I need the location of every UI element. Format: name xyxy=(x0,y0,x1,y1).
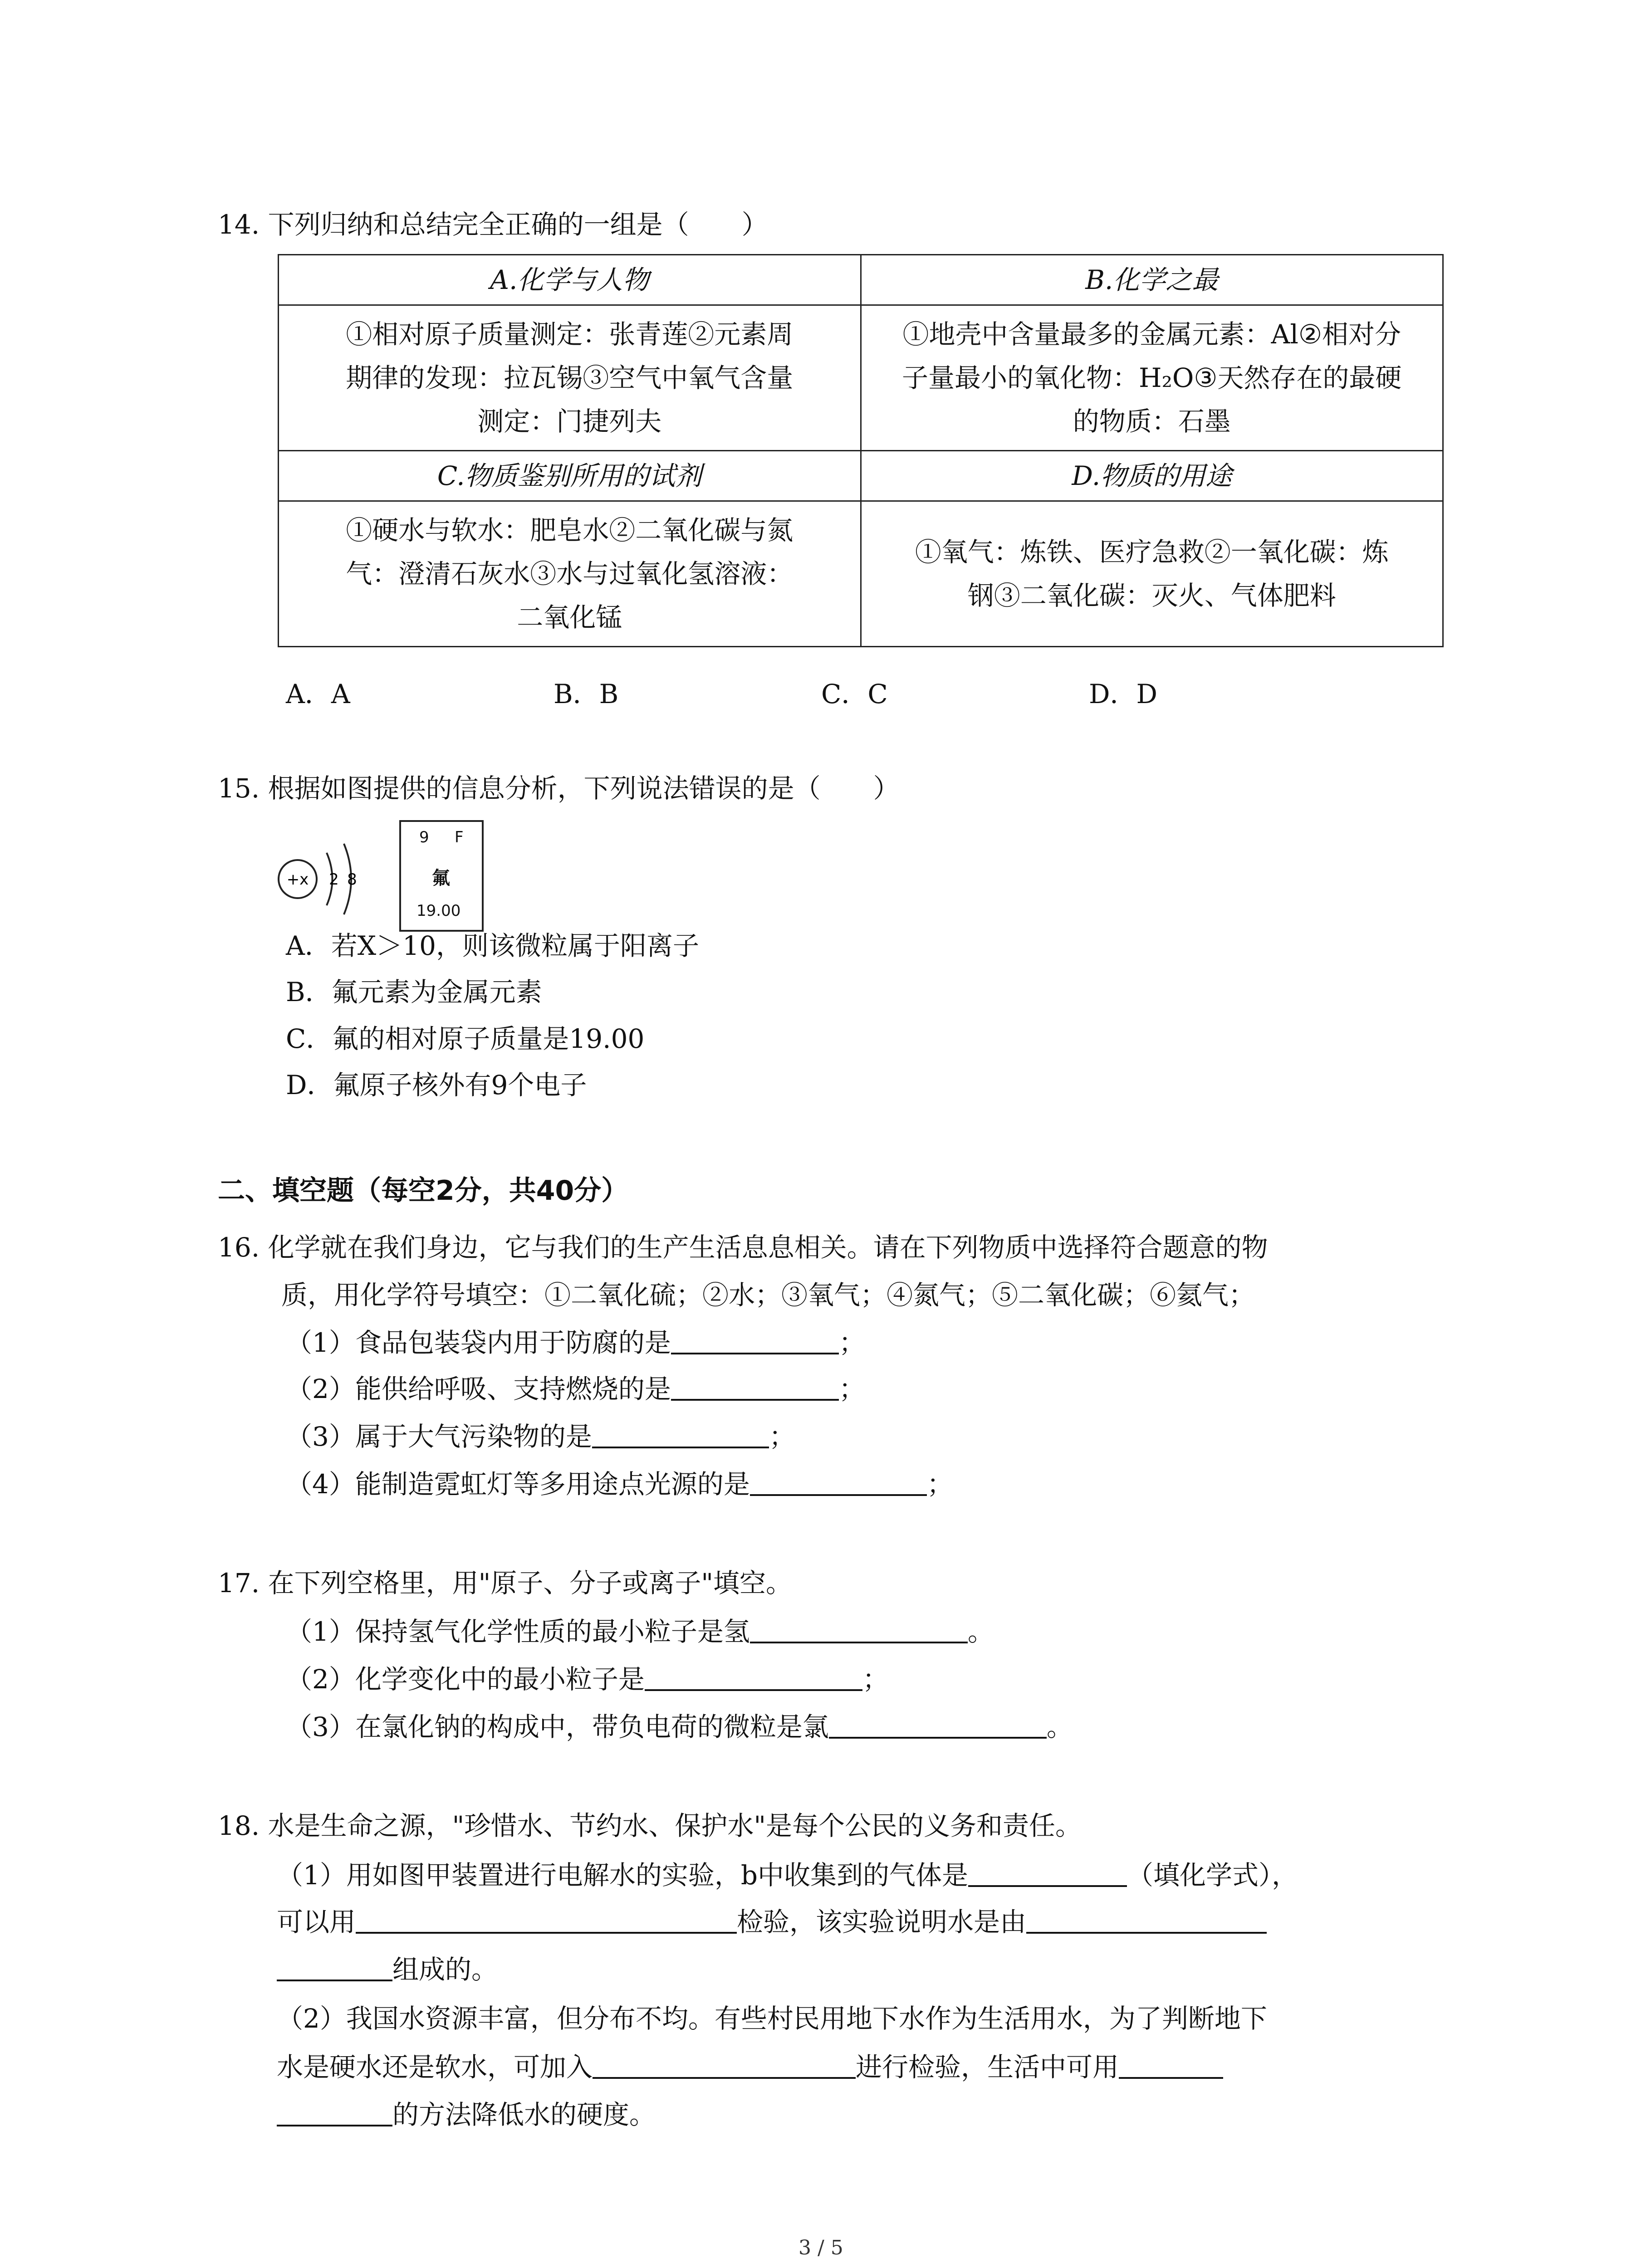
q18-blank-gas[interactable] xyxy=(968,1856,1127,1887)
q17-sub1: （1）保持氢气化学性质的最小粒子是氢 。 xyxy=(286,1613,994,1650)
q18-blank-composition-cont[interactable] xyxy=(277,1950,392,1981)
q14-table xyxy=(278,254,1444,647)
q14-cell-a-body: ①相对原子质量测定：张青莲②元素周 期律的发现：拉瓦锡③空气中氧气含量 测定：门捷列夫 xyxy=(279,305,861,451)
q17-blank-2[interactable] xyxy=(645,1660,862,1691)
q18-blank-test[interactable] xyxy=(356,1903,737,1934)
q14-option-c[interactable]: C．C xyxy=(821,679,888,709)
q14-cell-b-body: ①地壳中含量最多的金属元素：Al②相对分 子量最小的氧化物：H₂O③天然存在的最硬 的物质：石墨 xyxy=(861,305,1443,451)
q18-part1-line3: 组成的。 xyxy=(277,1950,498,1988)
nucleus-label: +x xyxy=(286,870,309,889)
q17-sub3: （3）在氯化钠的构成中，带负电荷的微粒是氯 。 xyxy=(286,1708,1073,1745)
q14-cell-b-head: B.化学之最 xyxy=(861,255,1443,305)
q18-part1-line1: （1）用如图甲装置进行电解水的实验，b中收集到的气体是 （填化学式）， xyxy=(277,1856,1298,1893)
q15-stem: 15. 根据如图提供的信息分析，下列说法错误的是（ ） xyxy=(218,773,900,804)
q14-option-d[interactable]: D．D xyxy=(1089,679,1158,709)
q16-sub1: （1）食品包装袋内用于防腐的是 ； xyxy=(286,1324,865,1361)
q16-sub2: （2）能供给呼吸、支持燃烧的是 ； xyxy=(286,1370,865,1407)
atom-structure-diagram xyxy=(272,821,372,934)
q14-cell-d-body: ①氧气：炼铁、医疗急救②一氧化碳：炼 钢③二氧化碳：灭火、气体肥料 xyxy=(861,501,1443,647)
q14-cell-a-head: A.化学与人物 xyxy=(279,255,861,305)
shell-2-count: 8 xyxy=(347,870,357,889)
q18-blank-method[interactable] xyxy=(1119,2048,1223,2079)
q15-option-c[interactable]: C．氟的相对原子质量是19.00 xyxy=(286,1023,645,1054)
atomic-mass: 19.00 xyxy=(416,902,461,920)
q15-option-a[interactable]: A．若X＞10，则该微粒属于阳离子 xyxy=(286,930,699,961)
element-name: 氟 xyxy=(432,868,450,889)
q16-blank-4[interactable] xyxy=(750,1465,927,1496)
q16-blank-2[interactable] xyxy=(671,1370,839,1401)
q18-blank-method-cont[interactable] xyxy=(277,2096,392,2126)
q18-part2-line1: （2）我国水资源丰富，但分布不均。有些村民用地下水作为生活用水，为了判断地下 xyxy=(277,2003,1267,2034)
q16-sub3: （3）属于大气污染物的是 ； xyxy=(286,1418,795,1455)
q17-blank-1[interactable] xyxy=(750,1613,968,1643)
q17-stem: 17. 在下列空格里，用"原子、分子或离子"填空。 xyxy=(218,1568,793,1598)
element-symbol: F xyxy=(455,828,464,846)
q16-blank-1[interactable] xyxy=(671,1324,839,1354)
q15-option-b[interactable]: B．氟元素为金属元素 xyxy=(286,977,542,1007)
section-heading: 二、填空题（每空2分，共40分） xyxy=(218,1175,629,1207)
q17-sub2: （2）化学变化中的最小粒子是 ； xyxy=(286,1660,889,1697)
q14-option-a[interactable]: A．A xyxy=(286,679,350,709)
q17-blank-3[interactable] xyxy=(829,1708,1047,1739)
q18-part2-line3: 的方法降低水的硬度。 xyxy=(277,2096,656,2133)
q18-blank-reagent[interactable] xyxy=(593,2048,856,2079)
q18-blank-composition[interactable] xyxy=(1026,1903,1267,1934)
fluorine-element-card xyxy=(399,820,484,932)
page-number: 3 / 5 xyxy=(798,2236,843,2259)
q16-line2: 质，用化学符号填空：①二氧化硫；②水；③氧气；④氮气；⑤二氧化碳；⑥氦气； xyxy=(281,1280,1255,1310)
q14-option-b[interactable]: B．B xyxy=(554,679,619,709)
q18-part1-line2: 可以用 检验，该实验说明水是由 xyxy=(277,1903,1267,1940)
shell-1-count: 2 xyxy=(329,870,339,889)
q18-part2-line2: 水是硬水还是软水，可加入 进行检验，生活中可用 xyxy=(277,2048,1223,2085)
q18-stem: 18. 水是生命之源，"珍惜水、节约水、保护水"是每个公民的义务和责任。 xyxy=(218,1810,1082,1841)
q14-cell-c-head: C.物质鉴别所用的试剂 xyxy=(279,451,861,501)
q14-cell-d-head: D.物质的用途 xyxy=(861,451,1443,501)
q16-line1: 16. 化学就在我们身边，它与我们的生产生活息息相关。请在下列物质中选择符合题意的物 xyxy=(218,1232,1268,1263)
q15-option-d[interactable]: D．氟原子核外有9个电子 xyxy=(286,1070,587,1100)
q16-sub4: （4）能制造霓虹灯等多用途点光源的是 ； xyxy=(286,1465,953,1502)
q14-stem: 14. 下列归纳和总结完全正确的一组是（ ） xyxy=(218,209,768,240)
q14-cell-c-body: ①硬水与软水：肥皂水②二氧化碳与氮 气：澄清石灰水③水与过氧化氢溶液： 二氧化锰 xyxy=(279,501,861,647)
q16-blank-3[interactable] xyxy=(592,1418,769,1448)
atomic-number: 9 xyxy=(419,828,429,846)
